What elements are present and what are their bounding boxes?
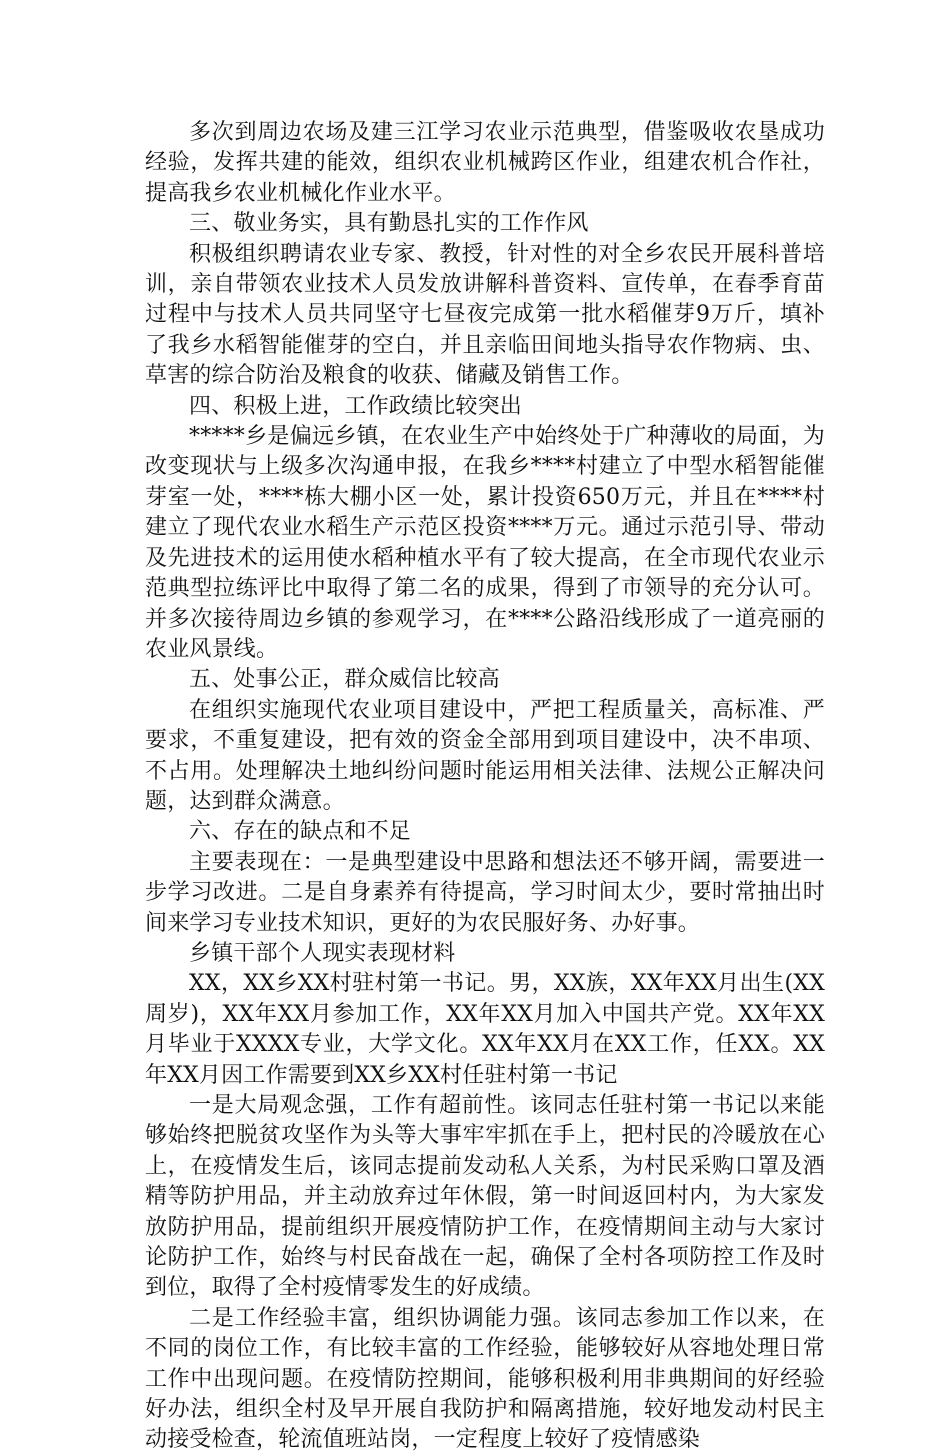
paragraph-point-one: 一是大局观念强，工作有超前性。该同志任驻村第一书记以来能够始终把脱贫攻坚作为头等大事牢牢抓在手上，把村民的冷暖放在心上，在疫情发生后，该同志提前发动私人关系，为村民采购口罩及酒精等防护用品，并主动放弃过年休假，第一时间返回村内，为大家发放防护用品，提前组织开展疫情防护工作，在疫情期间主动与大家讨论防护工作，始终与村民奋战在一起，确保了全村各项防控工作及时到位，取得了全村疫情零发生的好成绩。 — [145, 1093, 825, 1301]
paragraph-point-two: 二是工作经验丰富，组织协调能力强。该同志参加工作以来，在不同的岗位工作，有比较丰富的工作经验，能够较好从容地处理日常工作中出现问题。在疫情防控期间，能够积极利用非典期间的好经验好办法，组织全村及早开展自我防护和隔离措施，较好地发动村民主动接受检查，轮流值班站岗，一定程度上较好了疫情感染 — [145, 1305, 825, 1453]
document-body — [145, 118, 825, 1456]
paragraph-achievements: *****乡是偏远乡镇，在农业生产中始终处于广种薄收的局面，为改变现状与上级多次沟通申报，在我乡****村建立了中型水稻智能催芽室一处，****栋大棚小区一处，累计投资650万元，并且在****村建立了现代农业水稻生产示范区投资****万元。通过示范引导、带动及先进技术的运用使水稻种植水平有了较大提高，在全市现代农业示范典型拉练评比中取得了第二名的成果，得到了市领导的充分认可。并多次接待周边乡镇的参观学习，在****公路沿线形成了一道亮丽的农业风景线。 — [145, 424, 825, 662]
heading-section-four: 四、积极上进，工作政绩比较突出 — [189, 393, 523, 419]
heading-section-three: 三、敬业务实，具有勤恳扎实的工作作风 — [189, 211, 589, 237]
paragraph-training: 积极组织聘请农业专家、教授，针对性的对全乡农民开展科普培训，亲自带领农业技术人员发放讲解科普资料、宣传单，在春季育苗过程中与技术人员共同坚守七昼夜完成第一批水稻催芽9万斤，填补了我乡水稻智能催芽的空白，并且亲临田间地头指导农作物病、虫、草害的综合防治及粮食的收获、储藏及销售工作。 — [145, 241, 825, 389]
heading-section-five: 五、处事公正，群众威信比较高 — [189, 667, 500, 693]
paragraph-farm-learning: 多次到周边农场及建三江学习农业示范典型，借鉴吸收农垦成功经验，发挥共建的能效，组织农业机械跨区作业，组建农机合作社，提高我乡农业机械化作业水平。 — [145, 120, 825, 206]
heading-material-title: 乡镇干部个人现实表现材料 — [189, 940, 456, 966]
paragraph-shortcomings: 主要表现在：一是典型建设中思路和想法还不够开阔，需要进一步学习改进。二是自身素养有待提高，学习时间太少，要时常抽出时间来学习专业技术知识，更好的为农民服好务、办好事。 — [145, 849, 825, 936]
paragraph-profile: XX，XX乡XX村驻村第一书记。男，XX族，XX年XX月出生(XX周岁)，XX年XX月参加工作，XX年XX月加入中国共产党。XX年XX月毕业于XXXX专业，大学文化。XX年XX月在XX工作，任XX。XX年XX月因工作需要到XX乡XX村任驻村第一书记 — [145, 971, 825, 1088]
heading-section-six: 六、存在的缺点和不足 — [189, 819, 412, 845]
paragraph-fairness: 在组织实施现代农业项目建设中，严把工程质量关，高标准、严要求，不重复建设，把有效的资金全部用到项目建设中，决不串项、不占用。处理解决土地纠纷问题时能运用相关法律、法规公正解决问题，达到群众满意。 — [145, 697, 825, 814]
